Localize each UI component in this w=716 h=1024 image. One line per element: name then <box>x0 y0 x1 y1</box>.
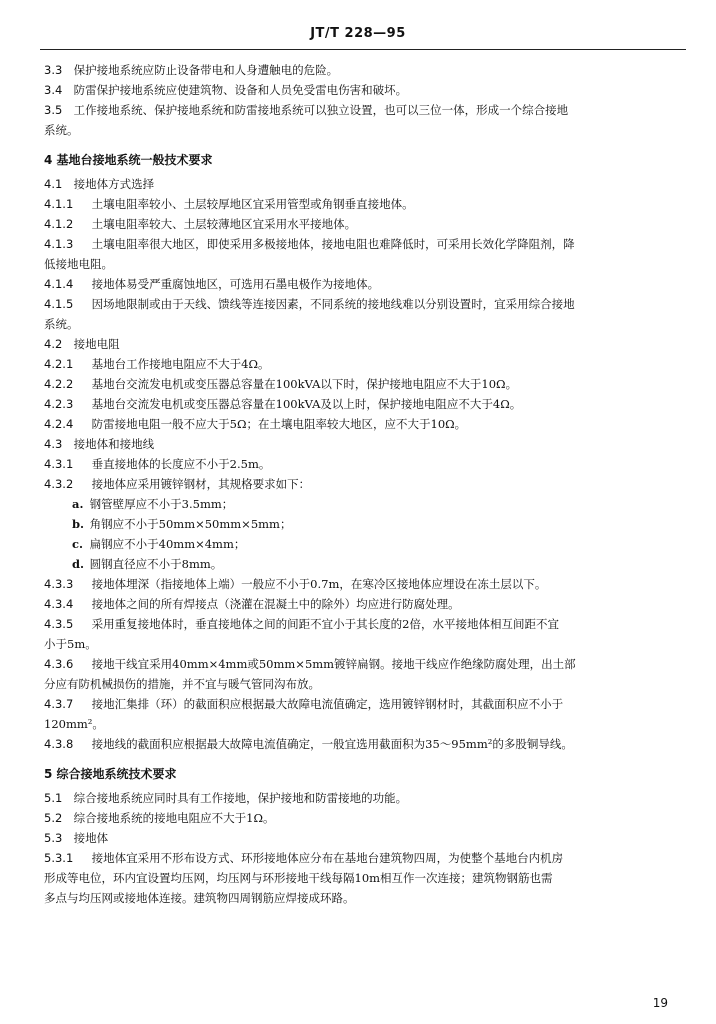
clause-number: 5.2 <box>44 811 63 825</box>
clause-number: 4.2.4 <box>44 417 74 431</box>
clause-4-1-4 <box>44 274 684 294</box>
header-rule <box>40 49 686 50</box>
spec-item-a <box>44 494 684 514</box>
spec-item-c <box>44 534 684 554</box>
clause-text: 防雷接地电阻一般不应大于5Ω；在土壤电阻率较大地区，应不大于10Ω。 <box>91 417 467 431</box>
clause-4-3-4 <box>44 594 684 614</box>
section-5-title: 5 综合接地系统技术要求 <box>44 767 177 781</box>
list-letter: b. <box>72 517 85 531</box>
clause-number: 5.3.1 <box>44 851 74 865</box>
clause-text-continuation: 分应有防机械损伤的措施，并不宜与暖气管同沟布放。 <box>44 677 320 691</box>
clause-number: 4.3.3 <box>44 577 74 591</box>
clause-text: 基地台工作接地电阻应不大于4Ω。 <box>91 357 270 371</box>
clause-text: 接地体埋深（指接地体上端）一般应不小于0.7m，在寒冷区接地体应埋设在冻土层以下。 <box>91 577 547 591</box>
clause-4-2-3 <box>44 394 684 414</box>
clause-text: 接地电阻 <box>73 337 120 351</box>
list-letter: d. <box>72 557 85 571</box>
clause-text: 接地干线宜采用40mm×4mm或50mm×5mm镀锌扁钢。接地干线应作绝缘防腐处理，出土部 <box>91 657 576 671</box>
clause-text: 防雷保护接地系统应使建筑物、设备和人员免受雷电伤害和破坏。 <box>73 83 408 97</box>
clause-text: 采用重复接地体时，垂直接地体之间的间距不宜小于其长度的2倍，水平接地体相互间距不宜 <box>91 617 559 631</box>
clause-3-5 <box>44 100 684 120</box>
clause-text-continuation: 小于5m。 <box>44 637 97 651</box>
clause-4-3 <box>44 434 684 454</box>
clause-text: 土壤电阻率较小、土层较厚地区宜采用管型或角钢垂直接地体。 <box>91 197 414 211</box>
list-text: 扁钢应不小于40mm×4mm； <box>89 537 246 551</box>
clause-number: 4.2.1 <box>44 357 74 371</box>
clause-3-5-continuation <box>44 120 684 140</box>
clause-4-3-2 <box>44 474 684 494</box>
clause-text-continuation: 多点与均压网或接地体连接。建筑物四周钢筋应焊接成环路。 <box>44 891 355 905</box>
clause-4-1-1 <box>44 194 684 214</box>
clause-4-1-5-continuation <box>44 314 684 334</box>
clause-number: 4.1.3 <box>44 237 74 251</box>
list-letter: c. <box>72 537 84 551</box>
list-letter: a. <box>72 497 84 511</box>
clause-number: 4.3.8 <box>44 737 74 751</box>
clause-4-1-3 <box>44 234 684 254</box>
clause-4-2 <box>44 334 684 354</box>
clause-text: 接地线的截面积应根据最大故障电流值确定，一般宜选用截面积为35～95mm²的多股铜导线。 <box>91 737 573 751</box>
section-4-title: 4 基地台接地系统一般技术要求 <box>44 153 213 167</box>
clause-5-3-1-continuation <box>44 868 684 888</box>
clause-text: 接地体和接地线 <box>73 437 155 451</box>
clause-4-2-4 <box>44 414 684 434</box>
clause-text-continuation: 120mm²。 <box>44 717 104 731</box>
clause-text: 基地台交流发电机或变压器总容量在100kVA以下时，保护接地电阻应不大于10Ω。 <box>91 377 518 391</box>
clause-text: 工作接地系统、保护接地系统和防雷接地系统可以独立设置，也可以三位一体，形成一个综合接地 <box>73 103 569 117</box>
clause-text: 接地体应采用镀锌钢材，其规格要求如下： <box>91 477 311 491</box>
clause-number: 3.3 <box>44 63 63 77</box>
clause-text: 接地体宜采用不形布设方式、环形接地体应分布在基地台建筑物四周，为使整个基地台内机房 <box>91 851 564 865</box>
clause-number: 4.2.3 <box>44 397 74 411</box>
clause-5-1 <box>44 788 684 808</box>
clause-text-continuation: 系统。 <box>44 123 79 137</box>
clause-4-3-5 <box>44 614 684 634</box>
clause-text: 综合接地系统的接地电阻应不大于1Ω。 <box>73 811 275 825</box>
page-number: 19 <box>652 996 668 1010</box>
clause-number: 4.3.5 <box>44 617 74 631</box>
clause-number: 5.1 <box>44 791 63 805</box>
clause-number: 4.2.2 <box>44 377 74 391</box>
clause-5-2 <box>44 808 684 828</box>
clause-number: 4.3.6 <box>44 657 74 671</box>
spec-item-d <box>44 554 684 574</box>
clause-5-3 <box>44 828 684 848</box>
clause-4-3-1 <box>44 454 684 474</box>
clause-4-3-3 <box>44 574 684 594</box>
clause-text: 土壤电阻率很大地区，即使采用多极接地体，接地电阻也难降低时，可采用长效化学降阻剂，降 <box>91 237 575 251</box>
clause-text: 接地体易受严重腐蚀地区，可选用石墨电极作为接地体。 <box>91 277 380 291</box>
clause-text: 保护接地系统应防止设备带电和人身遭触电的危险。 <box>73 63 339 77</box>
clause-text: 接地体之间的所有焊接点（浇灌在混凝土中的除外）均应进行防腐处理。 <box>91 597 460 611</box>
clause-4-1-2 <box>44 214 684 234</box>
clause-4-3-5-continuation <box>44 634 684 654</box>
clause-number: 4.3 <box>44 437 63 451</box>
clause-4-2-1 <box>44 354 684 374</box>
clause-text-continuation: 形成等电位，环内宜设置均压网，均压网与环形接地干线每隔10m相互作一次连接；建筑物钢筋也需 <box>44 871 553 885</box>
clause-text: 垂直接地体的长度应不小于2.5m。 <box>91 457 271 471</box>
spec-item-b <box>44 514 684 534</box>
clause-text: 接地汇集排（环）的截面积应根据最大故障电流值确定，选用镀锌钢材时，其截面积应不小于 <box>91 697 564 711</box>
clause-number: 3.5 <box>44 103 63 117</box>
list-text: 钢管壁厚应不小于3.5mm； <box>89 497 234 511</box>
clause-text-continuation: 系统。 <box>44 317 79 331</box>
clause-number: 4.3.7 <box>44 697 74 711</box>
clause-4-1-5 <box>44 294 684 314</box>
clause-text: 接地体方式选择 <box>73 177 155 191</box>
clause-number: 4.3.1 <box>44 457 74 471</box>
clause-4-3-6-continuation <box>44 674 684 694</box>
document-body <box>44 60 684 908</box>
clause-number: 4.2 <box>44 337 63 351</box>
clause-3-4 <box>44 80 684 100</box>
clause-5-3-1 <box>44 848 684 868</box>
clause-number: 4.1.1 <box>44 197 74 211</box>
clause-number: 4.1.4 <box>44 277 74 291</box>
clause-text: 土壤电阻率较大、土层较薄地区宜采用水平接地体。 <box>91 217 357 231</box>
clause-4-2-2 <box>44 374 684 394</box>
clause-number: 4.3.2 <box>44 477 74 491</box>
clause-number: 4.1.2 <box>44 217 74 231</box>
clause-number: 4.1 <box>44 177 63 191</box>
clause-text: 基地台交流发电机或变压器总容量在100kVA及以上时，保护接地电阻应不大于4Ω。 <box>91 397 522 411</box>
clause-3-3 <box>44 60 684 80</box>
clause-4-3-7-continuation <box>44 714 684 734</box>
clause-4-1-3-continuation <box>44 254 684 274</box>
clause-text-continuation: 低接地电阻。 <box>44 257 113 271</box>
standard-code-header: JT/T 228—95 <box>310 26 406 41</box>
clause-number: 4.1.5 <box>44 297 74 311</box>
clause-number: 5.3 <box>44 831 63 845</box>
clause-4-3-7 <box>44 694 684 714</box>
clause-text: 因场地限制或由于天线、馈线等连接因素，不同系统的接地线难以分别设置时，宜采用综合接地 <box>91 297 575 311</box>
list-text: 角钢应不小于50mm×50mm×5mm； <box>89 517 292 531</box>
list-text: 圆钢直径应不小于8mm。 <box>89 557 223 571</box>
clause-number: 3.4 <box>44 83 63 97</box>
clause-text: 综合接地系统应同时具有工作接地，保护接地和防雷接地的功能。 <box>73 791 408 805</box>
clause-4-3-8 <box>44 734 684 754</box>
clause-5-3-1-continuation-2 <box>44 888 684 908</box>
clause-4-1 <box>44 174 684 194</box>
clause-number: 4.3.4 <box>44 597 74 611</box>
clause-text: 接地体 <box>73 831 109 845</box>
clause-4-3-6 <box>44 654 684 674</box>
